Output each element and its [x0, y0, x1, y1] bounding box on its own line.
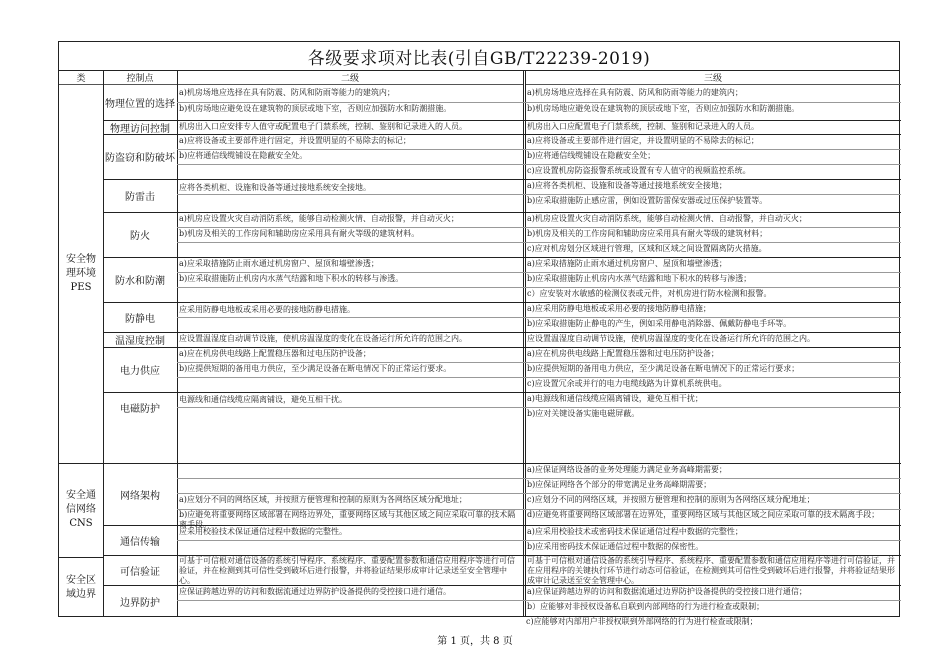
column-divider	[523, 70, 524, 616]
level3-cell: b)应将通信线缆铺设在隐蔽安全处；	[527, 151, 656, 160]
control-transport: 通信传输	[120, 536, 160, 548]
level3-cell: b)应提供短期的备用电力供应，至少满足设备在断电情况下的正常运行要求；	[527, 364, 800, 373]
level2-cell: 电源线和通信线缆应隔离铺设，避免互相干扰。	[179, 395, 347, 404]
control-lightning: 防雷击	[125, 192, 155, 203]
level3-cell: 应设置温湿度自动调节设施，使机房温湿度的变化在设备运行所允许的范围之内。	[527, 334, 815, 343]
control-bprot: 边界防护	[120, 598, 160, 609]
level3-cell: a)应在机房供电线路上配置稳压器和过电压防护设备；	[527, 349, 719, 358]
level2-cell: a)应将设备或主要部件进行固定，并设置明显的不易除去的标记；	[179, 136, 411, 145]
page-title: 各级要求项对比表(引自GB/T22239-2019)	[59, 42, 899, 71]
level2-cell: b)机房及相关的工作房间和辅助房应采用具有耐火等级的建筑材料。	[179, 229, 420, 238]
level3-cell: a)应采用防静电地板或采用必要的接地防静电措施；	[527, 304, 711, 313]
control-netarch: 网络架构	[120, 490, 160, 502]
header-level2: 二级	[177, 70, 523, 85]
level3-cell: d)应避免将重要网络区域部署在边界处，重要网络区域与其他区域之间应采取可靠的技术隔离手段；	[527, 510, 880, 519]
level2-cell: 机房出入口应安排专人值守或配置电子门禁系统，控制、鉴别和记录进入的人员。	[179, 122, 467, 131]
level3-cell: c)应划分不同的网络区域，并按照方便管理和控制的原则为各网络区域分配地址；	[527, 495, 815, 504]
control-location: 物理位置的选择	[105, 99, 175, 110]
control-theft: 防盗窃和防破坏	[105, 153, 175, 164]
level3-cell: a)机房场地应选择在具有防震、防风和防雨等能力的建筑内；	[527, 88, 743, 97]
level2-cell: a)机房应设置火灾自动消防系统，能够自动检测火情、自动报警，并自动灭火；	[179, 214, 459, 223]
level2-cell: a)机房场地应选择在具有防震、防风和防雨等能力的建筑内；	[179, 88, 395, 97]
level3-cell: b)应采取措施防止感应雷，例如设置防雷保安器或过压保护装置等。	[527, 196, 768, 205]
category-boundary: 安全区域边界	[66, 574, 96, 600]
page-number: 第 1 页，共 8 页	[437, 636, 513, 647]
level2-cell: b)应避免将重要网络区域部署在网络边界处，重要网络区域与其他区域之间应采取可靠的技术隔离手段。	[179, 510, 516, 529]
comparison-table	[58, 41, 900, 617]
level3-cell: b)机房及相关的工作房间和辅助房应采用具有耐火等级的建筑材料；	[527, 229, 768, 238]
control-temp: 温湿度控制	[115, 336, 165, 347]
control-access: 物理访问控制	[110, 123, 170, 135]
level3-cell: a)应保证跨越边界的访问和数据流通过边界防护设备提供的受控接口进行通信；	[527, 587, 807, 596]
row-divider	[59, 463, 103, 464]
level3-cell: a)应采用校验技术或密码技术保证通信过程中数据的完整性；	[527, 527, 743, 536]
level3-cell: c)应对机房划分区域进行管理，区域和区域之间设置隔离防火措施。	[527, 244, 767, 253]
level3-cell: b)应采取措施防止机房内水蒸气结露和地下积水的转移与渗透；	[527, 274, 752, 283]
level2-cell: b)应将通信线缆铺设在隐蔽安全处。	[179, 151, 308, 160]
level3-cell: b)应保证网络各个部分的带宽满足业务高峰期需要；	[527, 480, 712, 489]
level2-cell: b)机房场地应避免设在建筑物的顶层或地下室，否则应加强防水和防潮措施。	[179, 104, 452, 113]
level3-cell: b)应对关键设备实施电磁屏蔽。	[527, 409, 640, 418]
level2-cell: a)应划分不同的网络区域，并按照方便管理和控制的原则为各网络区域分配地址；	[179, 495, 467, 504]
control-power: 电力供应	[120, 366, 160, 377]
level3-cell: a)应保证网络设备的业务处理能力满足业务高峰期需要；	[527, 465, 727, 474]
level3-cell: a)应采取措施防止雨水通过机房窗户、屋顶和墙壁渗透；	[527, 259, 727, 268]
control-trust: 可信验证	[120, 566, 160, 578]
level3-cell: c）应安装对水敏感的检测仪表或元件，对机房进行防水检测和报警。	[527, 289, 772, 298]
level2-cell: 应设置温湿度自动调节设施，使机房温湿度的变化在设备运行所允许的范围之内。	[179, 334, 467, 343]
level2-cell: a)应采取措施防止雨水通过机房窗户、屋顶和墙壁渗透；	[179, 259, 379, 268]
level2-cell: 应采用校验技术保证通信过程中数据的完整性。	[179, 527, 347, 536]
row-divider	[59, 557, 103, 558]
level3-cell: c)应设置冗余或并行的电力电缆线路为计算机系统供电。	[527, 379, 727, 388]
level3-cell: a)应将设备或主要部件进行固定，并设置明显的不易除去的标记；	[527, 136, 759, 145]
level2-cell: 应采用防静电地板或采用必要的接地防静电措施。	[179, 305, 355, 314]
level2-cell: a)应在机房供电线路上配置稳压器和过电压防护设备；	[179, 349, 371, 358]
level2-cell: b)应提供短期的备用电力供应，至少满足设备在断电情况下的正常运行要求。	[179, 364, 452, 373]
header-level3: 三级	[525, 70, 901, 85]
level3-cell: c)应设置机房防盗报警系统或设置有专人值守的视频监控系统。	[527, 166, 751, 175]
level3-cell: b)应采取措施防止静电的产生，例如采用静电消除器、佩戴防静电手环等。	[527, 319, 792, 328]
level3-cell: b)应采用密码技术保证通信过程中数据的保密性。	[527, 542, 704, 551]
level3-cell: b)机房场地应避免设在建筑物的顶层或地下室，否则应加强防水和防潮措施。	[527, 104, 800, 113]
control-em: 电磁防护	[120, 403, 160, 415]
level2-cell: b)应采取措施防止机房内水蒸气结露和地下积水的转移与渗透。	[179, 274, 404, 283]
control-static: 防静电	[125, 313, 155, 325]
level3-cell: b）应能够对非授权设备私自联到内部网络的行为进行检查或限制；	[527, 602, 765, 611]
level3-cell: a)电源线和通信线缆应隔离铺设，避免互相干扰；	[527, 394, 703, 403]
category-cns: 安全通信网络CNS	[66, 490, 96, 529]
category-pes: 安全物理环境PES	[66, 254, 96, 293]
header-category: 类	[59, 70, 103, 85]
level3-cell: 机房出入口应配置电子门禁系统，控制、鉴别和记录进入的人员。	[527, 122, 759, 131]
level2-cell: 应保证跨越边界的访问和数据流通过边界防护设备提供的受控接口进行通信。	[179, 587, 451, 596]
control-fire: 防火	[130, 231, 150, 242]
level3-cell: a)应将各类机柜、设施和设备等通过接地系统安全接地；	[527, 181, 727, 190]
level3-cell-overflow: c)应能够对内部用户非授权联到外部网络的行为进行检查或限制；	[526, 617, 758, 626]
header-control: 控制点	[103, 70, 177, 85]
level2-cell: 可基于可信根对通信设备的系统引导程序、系统程序、重要配置参数和通信应用程序等进行可信验证，并在检测到其可信性受到破坏后进行报警，并将验证结果形成审计记录送至安全管理中心。	[179, 556, 515, 585]
level3-cell: a)机房应设置火灾自动消防系统，能够自动检测火情、自动报警，并自动灭火；	[527, 214, 807, 223]
control-water: 防水和防潮	[115, 276, 165, 287]
level2-cell: 应将各类机柜、设施和设备等通过接地系统安全接地。	[179, 183, 371, 192]
level3-cell: 可基于可信根对通信设备的系统引导程序、系统程序、重要配置参数和通信应用程序等进行可信验证，并在应用程序的关键执行环节进行动态可信验证，在检测到其可信性受到破坏后进行报警，并将验证结果形成审计记录送至安全管理中心。	[527, 556, 895, 585]
